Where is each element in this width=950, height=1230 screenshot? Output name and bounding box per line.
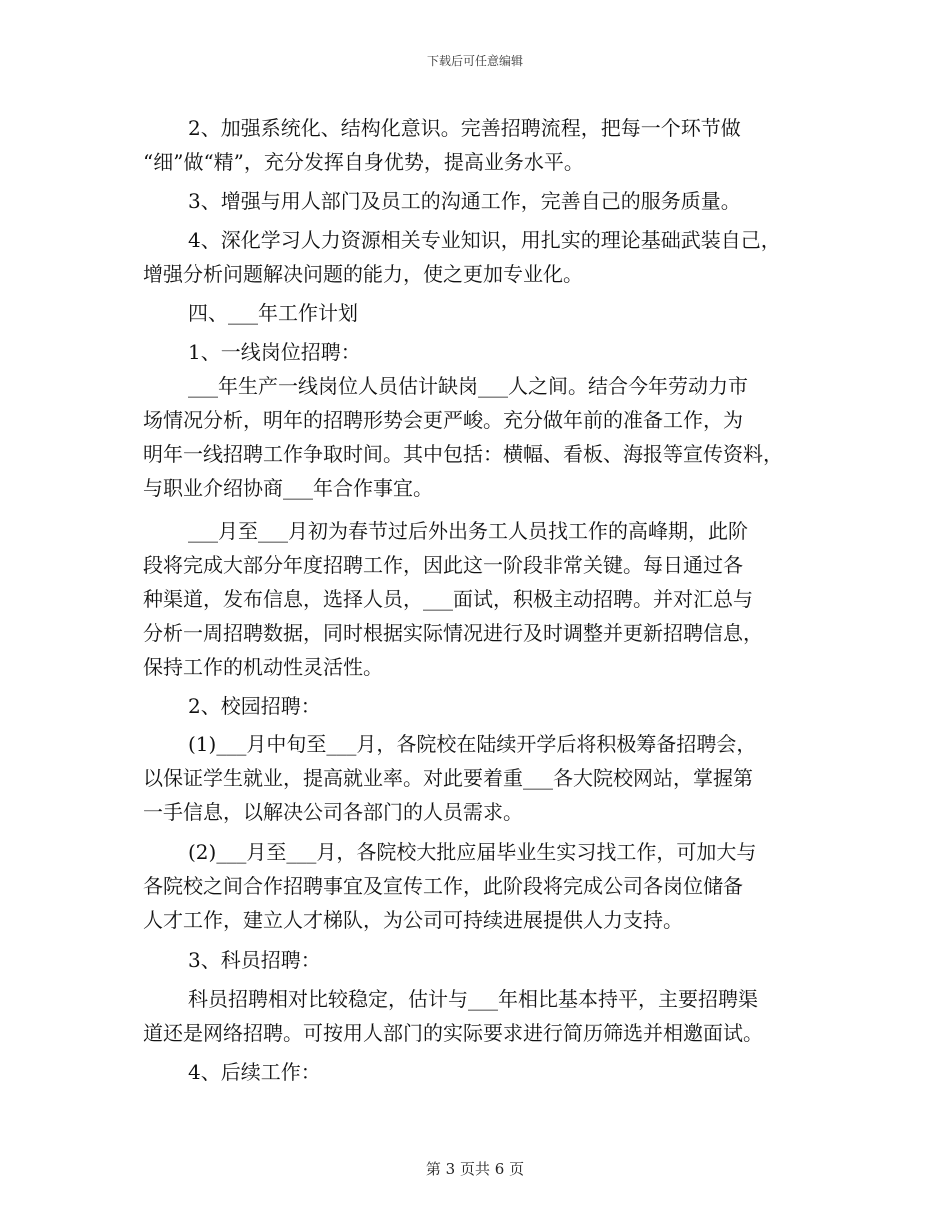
- body-line: (2)___月至___月，各院校大批应届毕业生实习找工作，可加大与: [188, 840, 757, 864]
- body-line: 各院校之间合作招聘事宜及宣传工作，此阶段将完成公司各岗位储备: [143, 874, 743, 898]
- body-line: 明年一线招聘工作争取时间。其中包括：横幅、看板、海报等宣传资料，: [143, 442, 783, 466]
- page-header: 下载后可任意编辑: [426, 54, 523, 68]
- body-line: (1)___月中旬至___月，各院校在陆续开学后将积极筹备招聘会，: [188, 732, 757, 756]
- body-line: 增强分析问题解决问题的能力，使之更加专业化。: [143, 262, 583, 286]
- body-line: 分析一周招聘数据，同时根据实际情况进行及时调整并更新招聘信息，: [143, 621, 763, 645]
- page-footer: 第 3 页共 6 页: [425, 1160, 525, 1178]
- body-line: 种渠道，发布信息，选择人员，___面试，积极主动招聘。并对汇总与: [143, 587, 753, 611]
- body-line: “细”做“精”，充分发挥自身优势，提高业务水平。: [143, 150, 584, 174]
- subsection-heading: 1、一线岗位招聘：: [188, 340, 361, 364]
- body-line: ___月至___月初为春节过后外出务工人员找工作的高峰期，此阶: [188, 519, 748, 543]
- body-line: 科员招聘相对比较稳定，估计与___年相比基本持平，主要招聘渠: [188, 987, 758, 1011]
- subsection-heading: 4、后续工作：: [188, 1060, 321, 1084]
- body-line: ___年生产一线岗位人员估计缺岗___人之间。结合今年劳动力市: [188, 374, 748, 398]
- body-line: 2、加强系统化、结构化意识。完善招聘流程，把每一个环节做: [188, 116, 741, 140]
- section-heading: 四、___年工作计划: [188, 301, 358, 325]
- body-line: 人才工作，建立人才梯队，为公司可持续进展提供人力支持。: [143, 908, 683, 932]
- subsection-heading: 2、校园招聘：: [188, 694, 321, 718]
- subsection-heading: 3、科员招聘：: [188, 948, 321, 972]
- body-line: 场情况分析，明年的招聘形势会更严峻。充分做年前的准备工作，为: [143, 408, 743, 432]
- body-line: 段将完成大部分年度招聘工作，因此这一阶段非常关键。每日通过各: [143, 553, 743, 577]
- body-line: 4、深化学习人力资源相关专业知识，用扎实的理论基础武装自己，: [188, 228, 781, 252]
- body-line: 保持工作的机动性灵活性。: [143, 655, 383, 679]
- body-line: 一手信息，以解决公司各部门的人员需求。: [143, 800, 523, 824]
- body-line: 道还是网络招聘。可按用人部门的实际要求进行简历筛选并相邀面试。: [143, 1021, 763, 1045]
- body-line: 与职业介绍协商___年合作事宜。: [143, 476, 433, 500]
- body-line: 3、增强与用人部门及员工的沟通工作，完善自己的服务质量。: [188, 189, 741, 213]
- body-line: 以保证学生就业，提高就业率。对此要着重___各大院校网站，掌握第: [143, 766, 753, 790]
